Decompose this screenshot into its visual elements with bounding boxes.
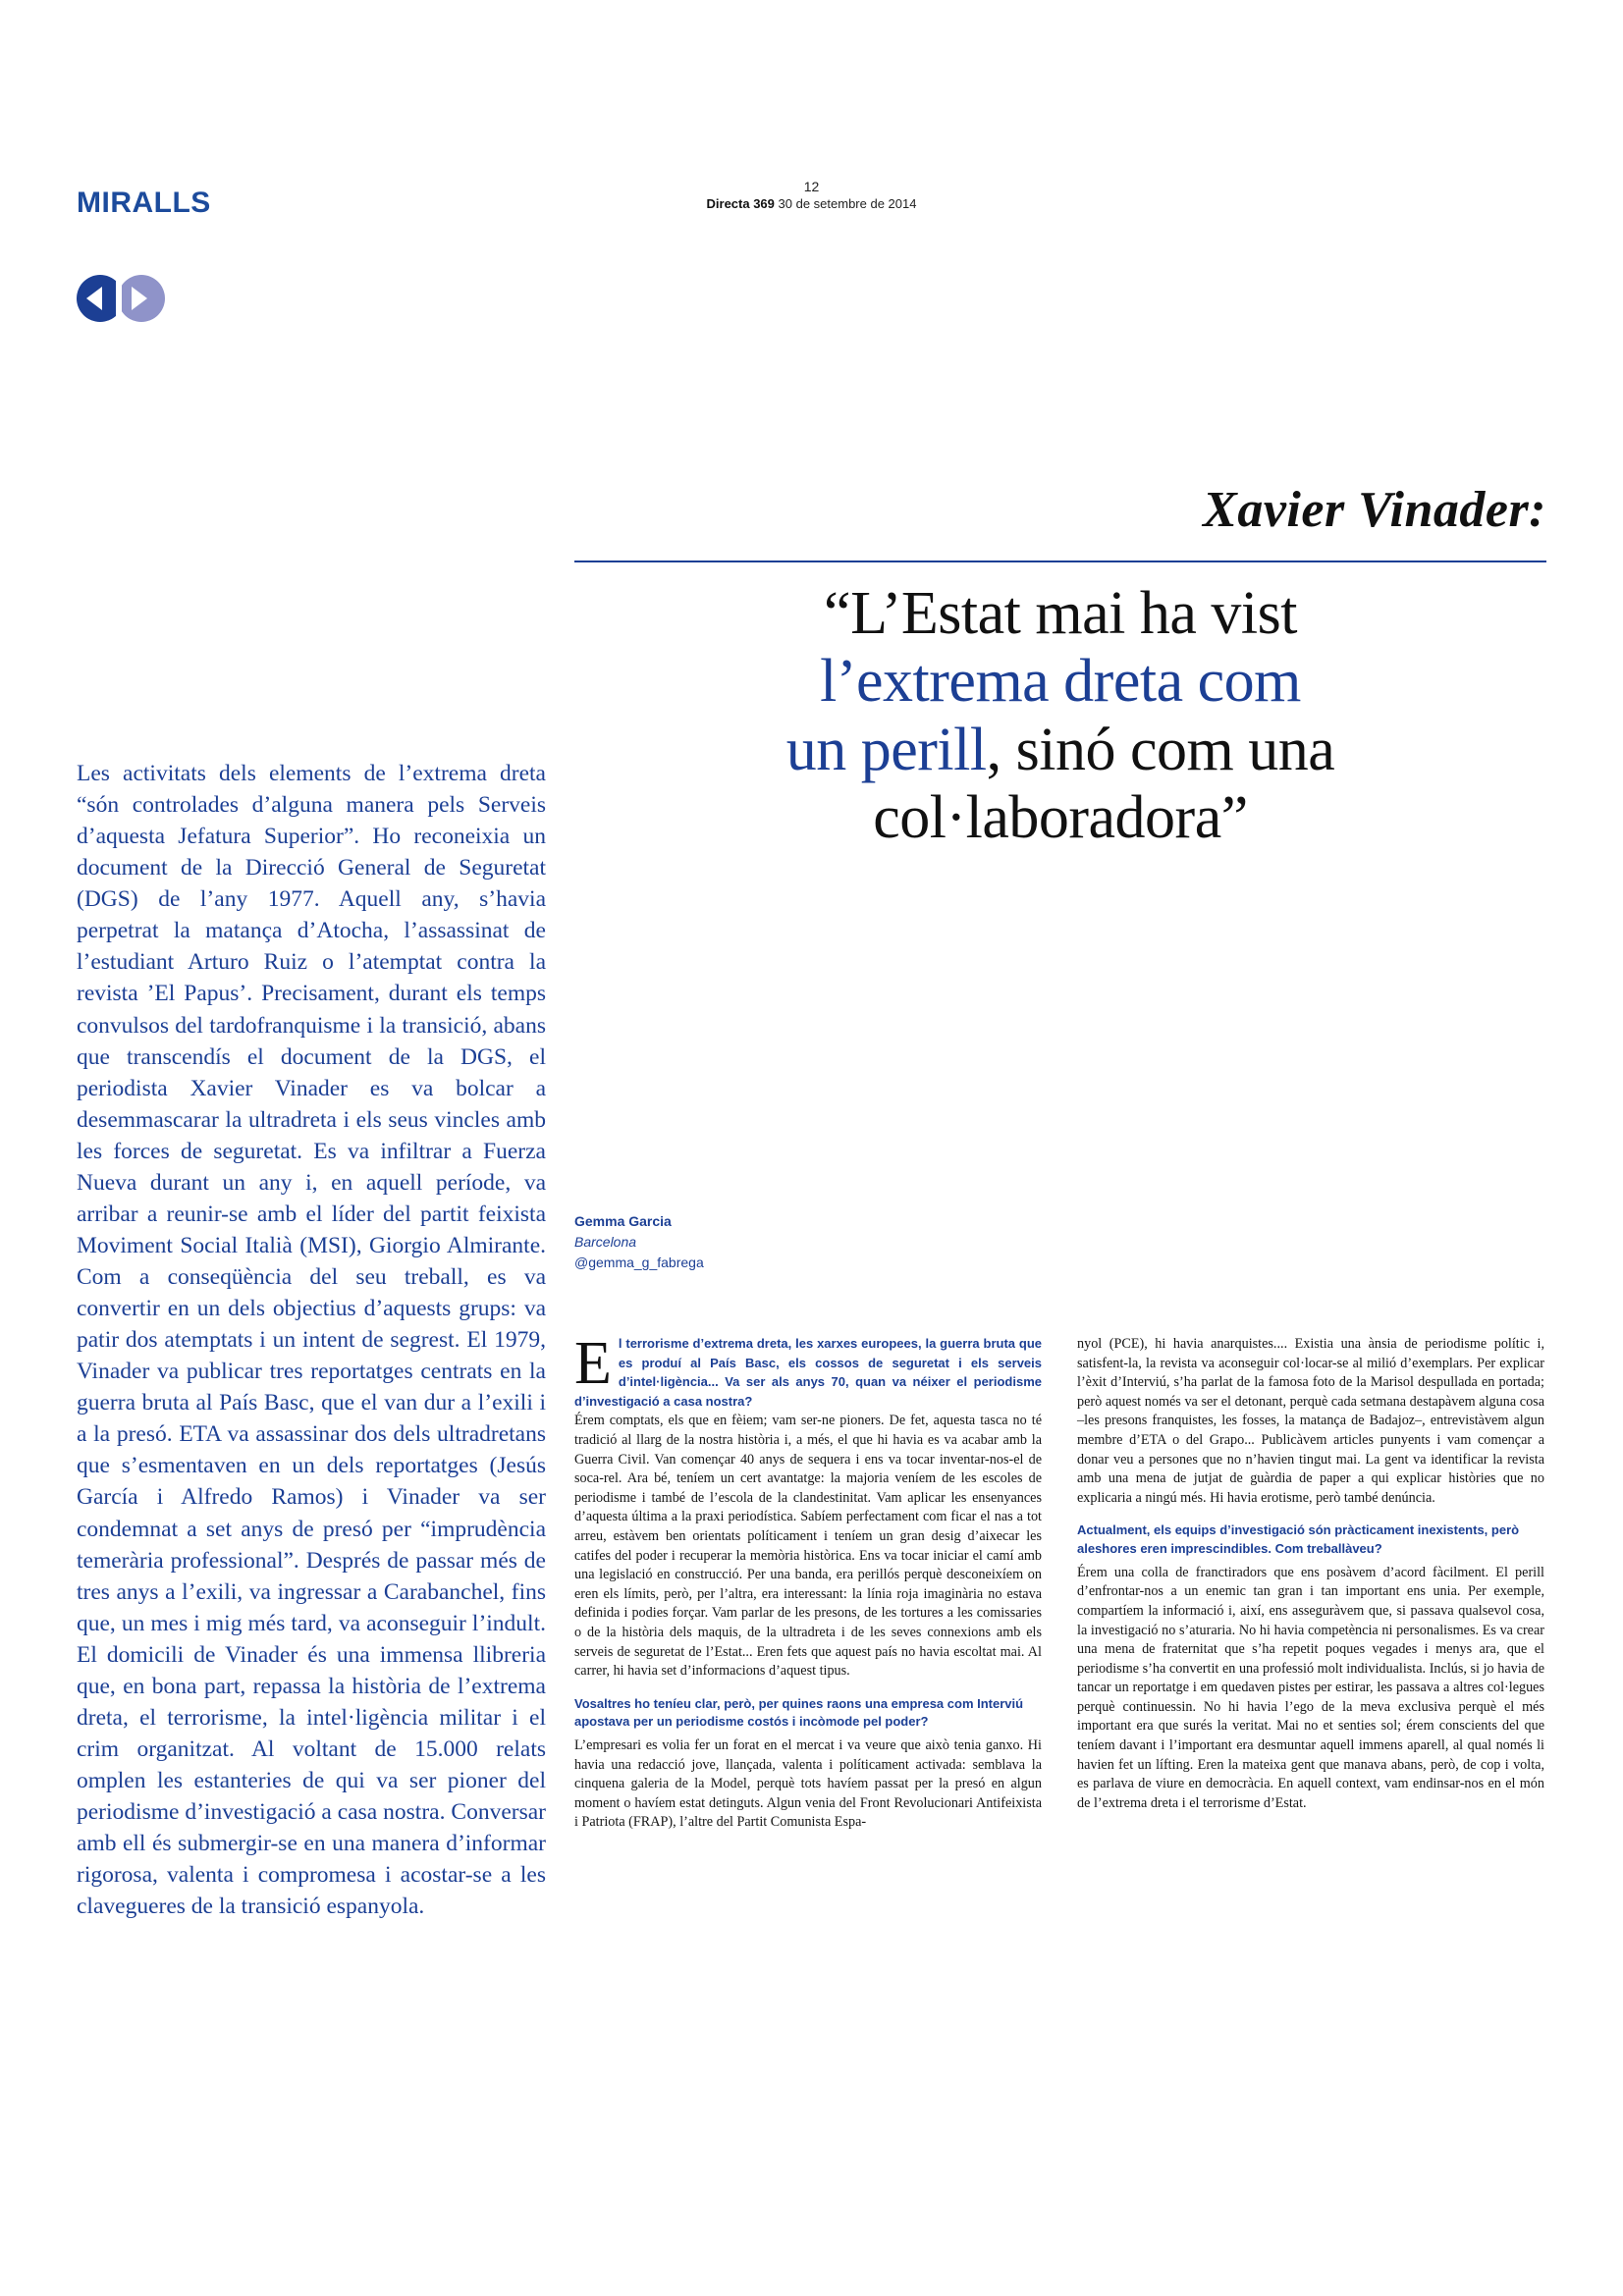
headline-line-3 (574, 717, 1546, 784)
body-column-2 (1077, 1335, 1544, 1813)
paragraph: Érem una colla de franctiradors que ens posàvem d’acord fàcilment. El perill d’enfrontar-nos a un enemic tan gran i tan important ens unia. Per exemple, compartíem la informació i, així, ens asseguràvem que, si passava qualsevol cosa, la investigació no s’aturaria. No hi havia competència ni personalismes. Es va crear una mena de fraternitat que s’ha repetit poques vegades i menys ara, que el periodisme s’ha convertit en una professió molt individualista. Inclús, si jo havia de tancar un reportatge i em quedaven pistes per estirar, les passava a altres col·legues perquè continuessin. No hi havia l’ego de la meva exclusiva perquè el més important era que surés la veritat. Mai no et senties sol; érem conscients del que teníem davant i l’important era desmuntar aquell immens aparell, al qual només li havien fet un lífting. Eren la mateixa gent que manava abans, però, de cop i volta, es parlava de viure en democràcia. En aquell context, vam endinsar-nos en el món de l’extrema dreta i el terrorisme d’Estat. (1077, 1564, 1544, 1811)
headline-line-3-blue: un perill (785, 716, 987, 783)
page-title (574, 580, 1546, 853)
headline-rule (574, 561, 1546, 562)
paragraph: L’empresari es volia fer un forat en el mercat i va veure que això tenia ganxo. Hi havia una redacció jove, llançada, valenta i políticament activada: semblava la cinquena galeria de la Model, perquè tots havíem passat per la presó en algun moment o havíem estat detinguts. Algun venia del Front Revolucionari Antifeixista i Patriota (FRAP), l’altre del Partit Comunista Espa- (574, 1737, 1042, 1831)
publication-issue: Directa 369 (706, 196, 775, 211)
headline-line-1: “L’Estat mai ha vist (824, 580, 1297, 647)
paragraph: Érem comptats, els que en fèiem; vam ser-ne pioners. De fet, aquesta tasca no té tradició al llarg de la nostra història i, a més, el que hi havia es va acabar amb la Guerra Civil. Van començar 40 anys de sequera i ens va tocar inventar-nos-el de soca-rel. Ara bé, teníem un cert avantatge: la majoria veníem de les escoles de periodisme i també de l’escola de la clandestinitat. Vam aplicar les ensenyances d’aquesta última a la praxi periodística. Sabíem perfectament com ficar el nas a tot arreu, estàvem ben orientats políticament i teníem un gran desig d’aixecar les catifes del poder i recuperar la memòria històrica. Ens va tocar iniciar el camí amb una legislació en construcció. Per una banda, era perillós perquè desconeixíem on eren els límits, però, per l’altra, era interessant: la línia roja imaginària no estava definida i podies forçar. Vam parlar de les presons, de les tortures a les comissaries o de la història dels maquis, de la ultradreta i de les seves connexions amb els serveis de seguretat de l’Estat... Eren fets que aquest país no havia escoltat mai. Al carrer, hi havia set d’informacions d’aquest tipus. (574, 1413, 1042, 1680)
logo-left-triangle (86, 287, 102, 310)
logo-bar (116, 275, 122, 322)
interview-question: Vosaltres ho teníeu clar, però, per quines raons una empresa com Interviú apostava per un periodisme costós i incòmode pel poder? (574, 1695, 1024, 1729)
headline-line-2: l’extrema dreta com (820, 648, 1301, 716)
byline-place: Barcelona (574, 1234, 637, 1250)
headline-block (574, 481, 1546, 853)
folio (0, 179, 1623, 211)
paragraph: nyol (PCE), hi havia anarquistes.... Existia una ànsia de periodisme polític i, satisfent-la, la revista va aconseguir col·locar-se al milió d’exemplars. Per explicar l’èxit d’Interviú, s’ha parlat de la famosa foto de la Marisol despullada en portada; però aquest només va ser el detonant, perquè cada setmana destapàvem alguna cosa –les presons franquistes, les fosses, la matança de Badajoz–, entrevistàvem algun membre d’ETA o del Grapo... Publicàvem articles punyents i vam començar a donar veu a persones que no n’havien tingut mai. La gent va identificar la revista amb una mena de jutjat de guàrdia de paper a qui explicar històries que no explicaria a ningú més. Hi havia erotisme, però també denúncia. (1077, 1336, 1544, 1506)
body-column-1 (574, 1330, 1042, 1833)
lead-paragraph (574, 1330, 1042, 1412)
headline-line-4: col·laboradora” (873, 784, 1248, 852)
interviewee-name: Xavier Vinader: (1203, 482, 1546, 538)
directa-logo-icon (77, 271, 171, 326)
byline (574, 1211, 1046, 1273)
intro-text: Les activitats dels elements de l’extrema dreta “són controlades d’alguna manera pels Serveis d’aquesta Jefatura Superior”. Ho reconeixia un document de la Direcció General de Seguretat (DGS) de l’any 1977. Aquell any, s’havia perpetrat la matança d’Atocha, l’assassinat de l’estudiant Arturo Ruiz o l’atemptat contra la revista ’El Papus’. Precisament, durant els temps convulsos del tardofranquisme i la transició, abans que transcendís el document de la DGS, el periodista Xavier Vinader es va bolcar a desemmascarar la ultradreta i els seus vincles amb les forces de seguretat. Es va infiltrar a Fuerza Nueva durant un any i, en aquell període, va arribar a reunir-se amb el líder del partit feixista Moviment Social Italià (MSI), Giorgio Almirante. Com a conseqüència del seu treball, es va convertir en un dels objectius d’aquests grups: va patir dos atemptats i un intent de segrest. El 1979, Vinader va publicar tres reportatges centrats en la guerra bruta al País Basc, que el van dur a l’exili i a la presó. ETA va assassinar dos dels ultradretans que s’esmentaven en un dels reportatges (Jesús García i Alfredo Ramos) i Vinader va ser condemnat a set anys de presó per “imprudència temerària professional”. Després de passar més de tres anys a l’exili, va ingressar a Carabanchel, fins que, un mes i mig més tard, va aconseguir l’indult. El domicili de Vinader és una immensa llibreria que, en bona part, repassa la història de l’extrema dreta, el terrorisme, la intel·ligència militar i el crim organitzat. Al voltant de 15.000 relats omplen les estanteries de qui va ser pioner del periodisme d’investigació a casa nostra. Conversar amb ell és submergir-se en una manera d’informar rigorosa, valenta i compromesa i acostar-se a les clavegueres de la transició espanyola. (77, 761, 546, 1920)
byline-handle: @gemma_g_fabrega (574, 1255, 704, 1270)
byline-author: Gemma Garcia (574, 1213, 672, 1229)
publication-date: 30 de setembre de 2014 (778, 196, 917, 211)
section-title: MIRALLS (77, 187, 211, 219)
drop-cap: E (574, 1330, 612, 1397)
interview-question: Actualment, els equips d’investigació són pràcticament inexistents, però aleshores eren imprescindibles. Com treballàveu? (1077, 1522, 1520, 1556)
headline-line-3-rest: , sinó com una (986, 716, 1335, 783)
lead-question: l terrorisme d’extrema dreta, les xarxes europees, la guerra bruta que es produí al País Basc, els cossos de seguretat i els serveis d’intel·ligència... Va ser als anys 70, quan va néixer el periodisme d’investigació a casa nostra? (574, 1336, 1042, 1409)
logo-right-triangle (132, 287, 147, 310)
page-number: 12 (803, 179, 820, 194)
